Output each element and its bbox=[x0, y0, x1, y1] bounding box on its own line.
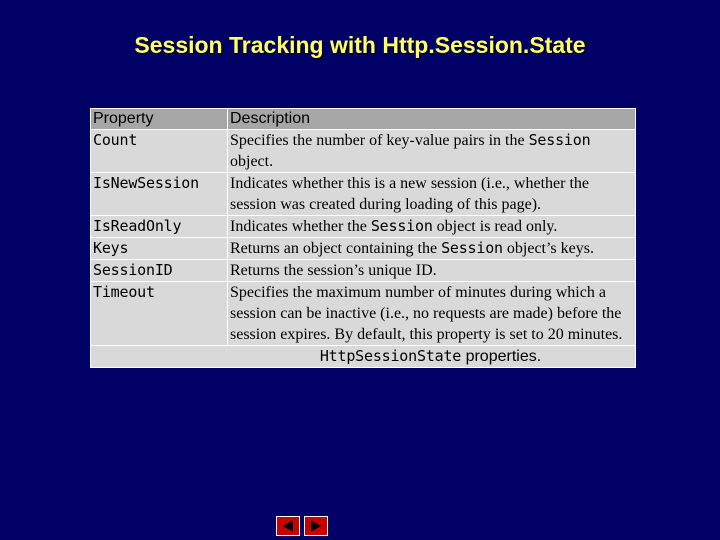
header-property: Property bbox=[91, 109, 228, 130]
property-description bbox=[228, 238, 636, 260]
property-description bbox=[228, 173, 636, 216]
triangle-left-icon bbox=[281, 519, 295, 533]
description-text: Indicates whether the bbox=[230, 218, 371, 235]
header-description: Description bbox=[228, 109, 636, 130]
properties-table bbox=[90, 108, 636, 368]
table-header-row bbox=[91, 109, 636, 130]
table-caption-row bbox=[91, 346, 636, 368]
next-slide-button[interactable] bbox=[304, 516, 328, 536]
previous-slide-button[interactable] bbox=[276, 516, 300, 536]
slide-navigation bbox=[276, 516, 328, 536]
properties-table-container bbox=[90, 108, 635, 368]
property-name: Keys bbox=[91, 238, 228, 260]
table-row bbox=[91, 130, 636, 173]
description-text: Indicates whether this is a new session (i.e., whether the session was created during loading of this page). bbox=[230, 175, 590, 213]
property-name: IsReadOnly bbox=[91, 216, 228, 238]
slide-title: Session Tracking with Http.Session.State bbox=[134, 32, 586, 58]
table-row bbox=[91, 282, 636, 346]
triangle-right-icon bbox=[309, 519, 323, 533]
description-code: Session bbox=[370, 217, 433, 235]
table-row bbox=[91, 216, 636, 238]
description-text: Returns an object containing the bbox=[230, 240, 442, 257]
table-row bbox=[91, 173, 636, 216]
property-description bbox=[228, 282, 636, 346]
description-text: object is read only. bbox=[432, 218, 558, 235]
caption-text: properties. bbox=[461, 348, 542, 365]
table-row bbox=[91, 260, 636, 282]
property-description bbox=[228, 216, 636, 238]
caption-code: HttpSessionState bbox=[319, 347, 462, 365]
property-name: SessionID bbox=[91, 260, 228, 282]
description-text: Returns the session’s unique ID. bbox=[230, 262, 437, 279]
property-name: IsNewSession bbox=[91, 173, 228, 216]
description-code: Session bbox=[441, 239, 503, 257]
property-description bbox=[228, 260, 636, 282]
property-description bbox=[228, 130, 636, 173]
property-name: Timeout bbox=[91, 282, 228, 346]
description-text: Specifies the number of key-value pairs in the bbox=[230, 132, 529, 149]
description-text: object’s keys. bbox=[502, 240, 594, 257]
table-caption bbox=[91, 346, 636, 368]
property-name: Count bbox=[91, 130, 228, 173]
table-row bbox=[91, 238, 636, 260]
description-code: Session bbox=[528, 131, 591, 149]
description-text: object. bbox=[230, 153, 274, 170]
description-text: Specifies the maximum number of minutes during which a session can be inactive (i.e., no requests are made) before the session expires. By default, this property is set to 20 minutes. bbox=[230, 284, 623, 343]
